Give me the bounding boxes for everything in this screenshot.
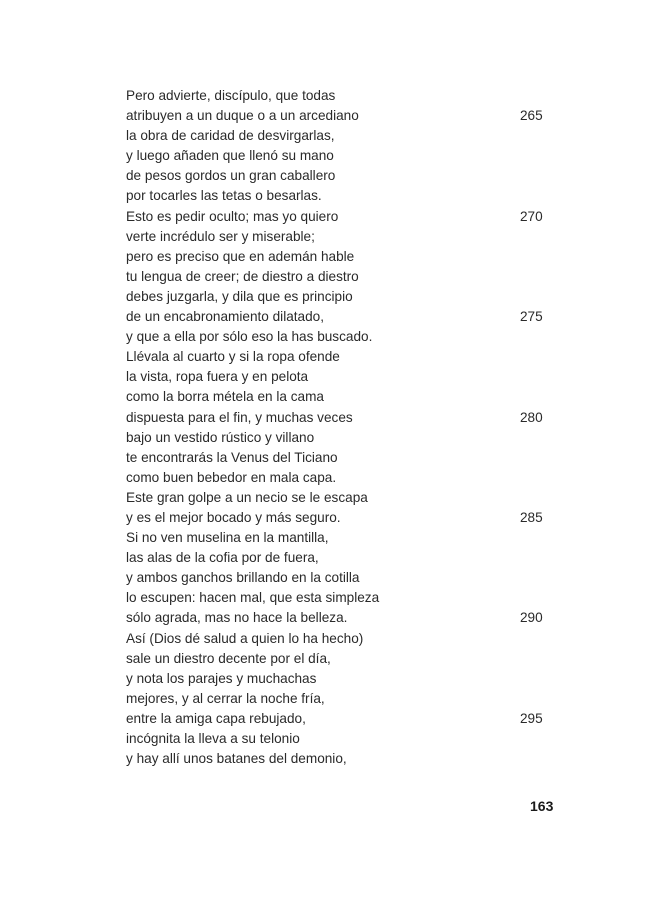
verse-line bbox=[126, 367, 546, 387]
verse-text: de pesos gordos un gran caballero bbox=[126, 168, 336, 184]
verse-line bbox=[126, 347, 546, 367]
verse-text: bajo un vestido rústico y villano bbox=[126, 429, 315, 445]
verse-text: mejores, y al cerrar la noche fría, bbox=[126, 690, 325, 706]
verse-line bbox=[126, 608, 546, 628]
verse-text: lo escupen: hacen mal, que esta simpleza bbox=[126, 590, 380, 606]
verse-line bbox=[126, 327, 546, 347]
line-number: 295 bbox=[520, 710, 543, 726]
verse-text: la obra de caridad de desvirgarlas, bbox=[126, 128, 335, 144]
verse-text: como buen bebedor en mala capa. bbox=[126, 469, 337, 485]
verse-line bbox=[126, 568, 546, 588]
verse-text: tu lengua de creer; de diestro a diestro bbox=[126, 268, 359, 284]
line-number: 265 bbox=[520, 108, 543, 124]
verse-line bbox=[126, 207, 546, 227]
verse-line bbox=[126, 166, 546, 186]
verse-text: Si no ven muselina en la mantilla, bbox=[126, 530, 329, 546]
line-number: 285 bbox=[520, 509, 543, 525]
verse-line bbox=[126, 126, 546, 146]
verse-line bbox=[126, 86, 546, 106]
verse-text: Este gran golpe a un necio se le escapa bbox=[126, 489, 368, 505]
verse-line bbox=[126, 548, 546, 568]
verse-line bbox=[126, 227, 546, 247]
verse-line bbox=[126, 186, 546, 206]
verse-line bbox=[126, 387, 546, 407]
verse-line bbox=[126, 508, 546, 528]
verse-line bbox=[126, 629, 546, 649]
verse-text: dispuesta para el fin, y muchas veces bbox=[126, 409, 353, 425]
verse-line bbox=[126, 649, 546, 669]
verse-line bbox=[126, 689, 546, 709]
verse-text: y que a ella por sólo eso la has buscado. bbox=[126, 329, 373, 345]
verse-line bbox=[126, 468, 546, 488]
verse-line bbox=[126, 106, 546, 126]
poem-text bbox=[126, 86, 546, 769]
verse-text: verte incrédulo ser y miserable; bbox=[126, 228, 315, 244]
line-number: 280 bbox=[520, 409, 543, 425]
verse-text: debes juzgarla, y dila que es principio bbox=[126, 288, 353, 304]
verse-text: Así (Dios dé salud a quien lo ha hecho) bbox=[126, 630, 364, 646]
verse-text: entre la amiga capa rebujado, bbox=[126, 710, 306, 726]
verse-text: incógnita la lleva a su telonio bbox=[126, 731, 300, 746]
verse-text: sólo agrada, mas no hace la belleza. bbox=[126, 610, 348, 626]
verse-text: de un encabronamiento dilatado, bbox=[126, 309, 325, 325]
page-number: 163 bbox=[530, 798, 554, 814]
verse-line bbox=[126, 488, 546, 508]
verse-line bbox=[126, 749, 546, 769]
verse-line bbox=[126, 267, 546, 287]
line-number: 275 bbox=[520, 309, 543, 325]
verse-line bbox=[126, 729, 546, 749]
verse-line bbox=[126, 709, 546, 729]
verse-text: la vista, ropa fuera y en pelota bbox=[126, 369, 309, 385]
verse-text: y hay allí unos batanes del demonio, bbox=[126, 751, 347, 767]
line-number: 270 bbox=[520, 208, 543, 224]
verse-text: sale un diestro decente por el día, bbox=[126, 650, 331, 666]
verse-text: como la borra métela en la cama bbox=[126, 389, 324, 405]
verse-text: atribuyen a un duque o a un arcediano bbox=[126, 108, 359, 124]
verse-text: las alas de la cofia por de fuera, bbox=[126, 550, 319, 566]
verse-line bbox=[126, 287, 546, 307]
verse-line bbox=[126, 528, 546, 548]
verse-text: Llévala al cuarto y si la ropa ofende bbox=[126, 349, 340, 365]
verse-line bbox=[126, 146, 546, 166]
verse-line bbox=[126, 669, 546, 689]
verse-text: pero es preciso que en ademán hable bbox=[126, 248, 355, 264]
verse-line bbox=[126, 408, 546, 428]
verse-line bbox=[126, 448, 546, 468]
verse-text: por tocarles las tetas o besarlas. bbox=[126, 188, 322, 204]
verse-text: y luego añaden que llenó su mano bbox=[126, 148, 334, 164]
verse-line bbox=[126, 428, 546, 448]
verse-line bbox=[126, 588, 546, 608]
verse-line bbox=[126, 247, 546, 267]
verse-text: te encontrarás la Venus del Ticiano bbox=[126, 449, 338, 465]
verse-text: Pero advierte, discípulo, que todas bbox=[126, 88, 336, 103]
line-number: 290 bbox=[520, 610, 543, 626]
verse-text: y es el mejor bocado y más seguro. bbox=[126, 509, 341, 525]
verse-text: y nota los parajes y muchachas bbox=[126, 670, 317, 686]
verse-text: Esto es pedir oculto; mas yo quiero bbox=[126, 208, 339, 224]
verse-line bbox=[126, 307, 546, 327]
verse-text: y ambos ganchos brillando en la cotilla bbox=[126, 570, 360, 586]
